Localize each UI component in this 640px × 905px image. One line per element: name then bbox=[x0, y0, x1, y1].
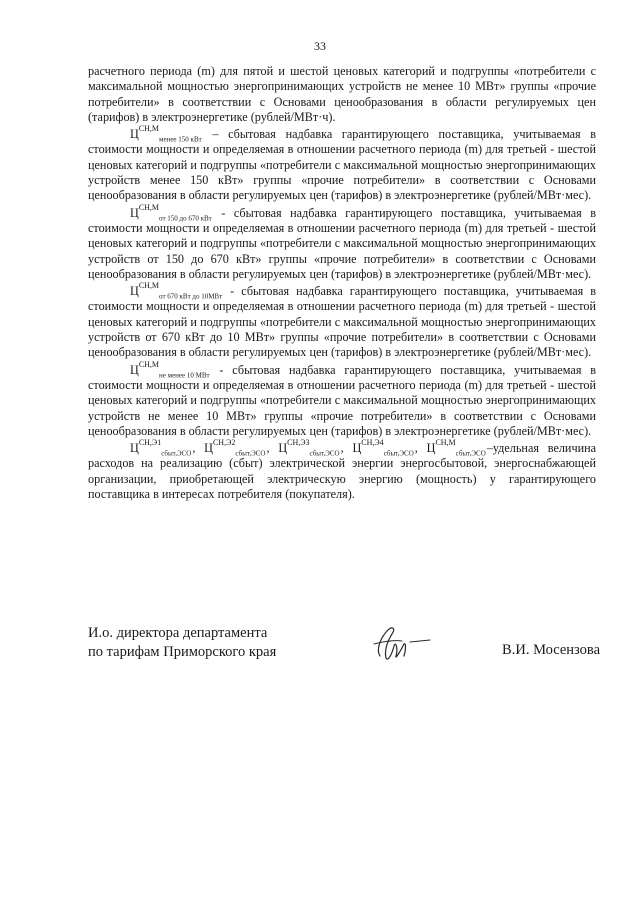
definition-paragraph-150-670kw bbox=[88, 202, 596, 282]
tariff-symbol-e3: $Ц^{СН,Э3}_{сбыт,ЭСО}$ bbox=[278, 438, 340, 458]
definition-paragraph-less-150kw bbox=[88, 124, 596, 203]
signer-name: В.И. Мосензова bbox=[502, 642, 600, 658]
paragraph-continuation: расчетного периода (m) для пятой и шестой ценовых категорий и подгруппы «потребители с максимальной мощностью энергопринимающих устройств не менее 10 МВт» группы «прочие потребители» в соответствии с Основами ценообразования в области регулируемых цен (тарифов) в электроэнергетике (рублей/МВт·ч). bbox=[88, 64, 596, 124]
page-number: 33 bbox=[314, 39, 326, 53]
definition-paragraph-670kw-10mw bbox=[88, 281, 596, 360]
definition-text: – сбытовая надбавка гарантирующего поставщика, учитываемая в стоимости мощности и определяемая в отношении расчетного периода (m) для третьей - шестой ценовых категорий и подгруппы «потребители с максимальной мощностью энергопринимающих устройств менее 150 кВт» группы «прочие потребители» в соответствии с Основами ценообразования в области регулируемых цен (тарифов) в электроэнергетике (рублей/МВт·мес). bbox=[88, 127, 596, 203]
tariff-symbol-e1: $Ц^{СН,Э1}_{сбыт,ЭСО}$ bbox=[130, 438, 192, 458]
signer-title-line-2: по тарифам Приморского края bbox=[88, 644, 277, 660]
signer-title-line-1: И.о. директора департамента bbox=[88, 625, 268, 641]
definition-paragraph-not-less-10mw bbox=[88, 359, 596, 439]
tariff-symbol-e4: $Ц^{СН,Э4}_{сбыт,ЭСО}$ bbox=[352, 438, 414, 458]
tariff-symbol: $Ц^{СН,М}_{менее 150 кВт}$ bbox=[130, 124, 202, 144]
tariff-symbol: $Ц^{СН,М}_{от 670 кВт до 10МВт}$ bbox=[130, 281, 223, 301]
handwritten-signature bbox=[366, 620, 436, 668]
signer-title bbox=[88, 624, 276, 662]
definition-text: - сбытовая надбавка гарантирующего поставщика, учитываемая в стоимости мощности и определяемая в отношении расчетного периода (m) для третьей - шестой ценовых категорий и подгруппы «потребители с максимальной мощностью энергопринимающих устройств не менее 10 МВт» группы «прочие потребители» в соответствии с Основами ценообразования в области регулируемых цен (тарифов) в электроэнергетике (рублей/МВт·мес). bbox=[88, 362, 596, 438]
definition-text: - сбытовая надбавка гарантирующего поставщика, учитываемая в стоимости мощности и определяемая в отношении расчетного периода (m) для третьей - шестой ценовых категорий и подгруппы «потребители с максимальной мощностью энергопринимающих устройств от 150 до 670 кВт» группы «прочие потребители» в соответствии с Основами ценообразования в области регулируемых цен (тарифов) в электроэнергетике (рублей/МВт·мес). bbox=[88, 205, 596, 281]
tariff-symbol-e2: $Ц^{СН,Э2}_{сбыт,ЭСО}$ bbox=[204, 438, 266, 458]
tariff-symbol-m: $Ц^{СН,М}_{сбыт,ЭСО}$ bbox=[426, 438, 486, 458]
tariff-symbol: $Ц^{СН,М}_{не менее 10 МВт}$ bbox=[130, 359, 210, 380]
definition-text: –удельная величина расходов на реализацию (сбыт) электрической энергии энергосбытовой, энергоснабжающей организации, приобретающей электрическую энергию (мощность) у гарантирующего поставщика в интересах потребителя (покупателя). bbox=[88, 441, 597, 502]
signature-block bbox=[88, 624, 608, 674]
document-body bbox=[88, 64, 596, 502]
tariff-symbol: $Ц^{СН,М}_{от 150 до 670 кВт}$ bbox=[130, 202, 212, 223]
definition-text: - сбытовая надбавка гарантирующего поставщика, учитываемая в стоимости мощности и определяемая в отношении расчетного периода (m) для третьей - шестой ценовых категорий и подгруппы «потребители с максимальной мощностью энергопринимающих устройств от 670 кВт до 10 МВт» группы «прочие потребители» в соответствии с Основами ценообразования в области регулируемых цен (тарифов) в электроэнергетике (рублей/МВт·мес). bbox=[88, 284, 596, 360]
definition-paragraph-eso: $Ц^{СН,Э1}_{сбыт,ЭСО}$, $Ц^{СН,Э2}_{сбыт,ЭСО}$, $Ц^{СН,Э3}_{сбыт,ЭСО}$, $Ц^{СН,Э4}_{сбыт,ЭСО}$, $Ц^{СН,М}_{сбыт,ЭСО}$–удельная величина расходов на реализацию (сбыт) электрической энергии энергосбытовой, энергоснабжающей организации, приобретающей электрическую энергию (мощность) у гарантирующего поставщика в интересах потребителя (покупателя). bbox=[88, 438, 597, 502]
